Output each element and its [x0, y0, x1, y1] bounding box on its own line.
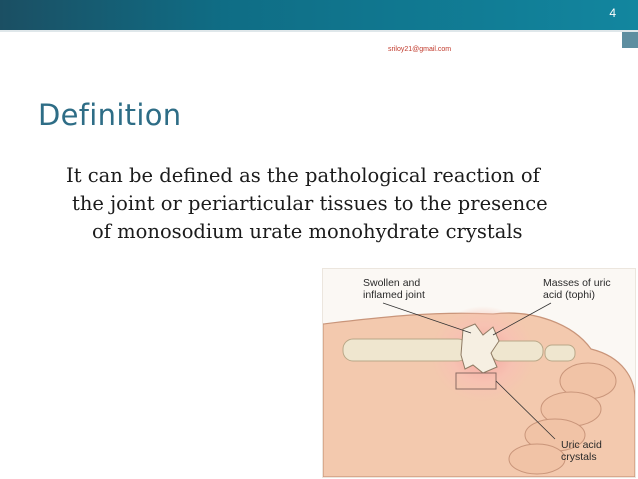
distal-phalanx-bone — [545, 345, 575, 361]
definition-line-1: It can be defined as the pathological reaction of — [66, 164, 540, 187]
label-uric-acid-crystals: Uric acid crystals — [561, 439, 602, 463]
slide-title: Definition — [38, 98, 182, 132]
author-email: sriloy21@gmail.com — [388, 46, 452, 53]
phalanx-bone — [491, 341, 543, 361]
metatarsal-bone — [343, 339, 468, 361]
definition-line-3: of monosodium urate monohydrate crystals — [92, 220, 523, 243]
header-divider — [0, 30, 638, 32]
corner-tab — [622, 32, 638, 48]
label-swollen-joint: Swollen and inflamed joint — [363, 277, 425, 301]
label-tophi: Masses of uric acid (tophi) — [543, 277, 611, 301]
toe-4 — [509, 444, 565, 474]
page-number: 4 — [609, 6, 616, 20]
definition-text — [50, 162, 610, 246]
gout-foot-illustration — [322, 268, 636, 478]
header-bar — [0, 0, 638, 30]
definition-line-2: the joint or periarticular tissues to the presence — [72, 192, 548, 215]
